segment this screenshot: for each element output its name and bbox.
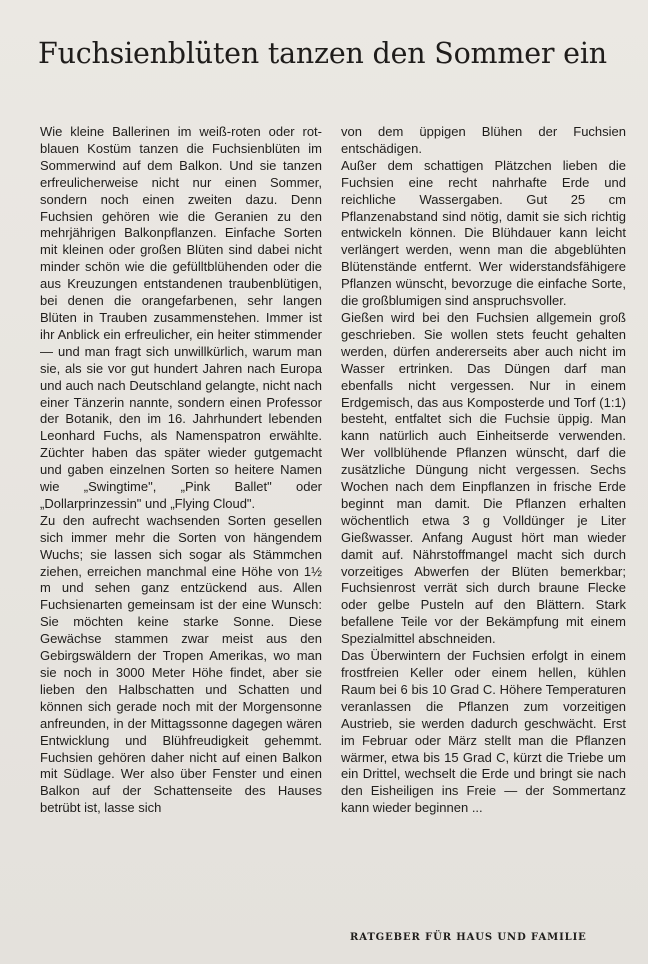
- paragraph: Wie kleine Ballerinen im weiß-roten oder rot-blauen Kostüm tanzen die Fuchsienblüten im Sommerwind auf dem Balkon. Und sie tanzen erfreulicherweise nicht nur einen Sommer, sondern noch einen zweiten dazu. Denn Fuchsien gehören wie die Geranien zu den mehrjährigen Balkonpflanzen. Einfache Sorten mit kleinen oder großen Blüten sind dabei nicht minder schön wie die gefülltblühenden oder die aus Kreuzungen entstandenen traubenblütigen, bei denen die orangefarbenen, sehr langen Blüten in Trauben zusammenstehen. Immer ist ihr Anblick ein erfreulicher, ein heiter stimmender — und man fragt sich unwillkürlich, warum man sie, als sie vor gut hundert Jahren nach Europa und auch nach Deutschland gelangte, nicht nach einer Tänzerin nannte, sondern einen Professor der Botanik, den im 16. Jahrhundert lebenden Leonhard Fuchs, als Namenspatron erwählte. Züchter haben das später wieder gutgemacht und gaben einzelnen Sorten so heitere Namen wie „Swingtime", „Pink Ballet" oder „Dollarprinzessin" und „Flying Cloud".: [40, 124, 322, 511]
- paragraph: Außer dem schattigen Plätzchen lieben die Fuchsien eine recht nahrhafte Erde und reichliche Wassergaben. Gut 25 cm Pflanzenabstand sind nötig, damit sie sich richtig entwickeln können. Die Blühdauer kann leicht verlängert werden, wenn man die abgeblühten Blütenstände entfernt. Wer widerstandsfähigere Pflanzen wünscht, bevorzuge die einfache Sorte, die großblumigen sind anspruchsvoller.: [341, 157, 626, 309]
- paragraph: Das Überwintern der Fuchsien erfolgt in einem frostfreien Keller oder einem hellen, kühlen Raum bei 6 bis 10 Grad C. Höhere Temperaturen veranlassen die Pflanzen zum vorzeitigen Austrieb, sie werden dadurch geschwächt. Erst im Februar oder März stellt man die Pflanzen wärmer, etwa bis 15 Grad C, kürzt die Triebe um ein Drittel, wechselt die Erde und bringt sie nach den Eisheiligen ins Freie — der Sommertanz kann wieder beginnen ...: [341, 648, 626, 816]
- right-column: [341, 124, 626, 817]
- left-column: [40, 124, 322, 817]
- paragraph: Zu den aufrecht wachsenden Sorten gesellen sich immer mehr die Sorten von hängendem Wuchs; sie lassen sich sogar als Stämmchen ziehen, erreichen manchmal eine Höhe von 1½ m und sehen ganz entzückend aus. Allen Fuchsienarten gemeinsam ist der eine Wunsch: Sie möchten keine starke Sonne. Diese Gewächse stammen zwar meist aus den Gebirgswäldern der Tropen Amerikas, wo man sie noch in 3000 Meter Höhe findet, aber sie lieben den Halbschatten und Schatten und können sich gerade noch mit der Morgensonne anfreunden, in der Mittagssonne dagegen wären Entwicklung und Blühfreudigkeit gehemmt. Fuchsien gehören daher nicht auf einen Balkon mit Südlage. Wer also über Fenster und einen Balkon auf der Schattenseite des Hauses betrübt ist, lasse sich: [40, 512, 322, 816]
- headline: Fuchsienblüten tanzen den Sommer ein: [38, 37, 607, 70]
- paragraph: von dem üppigen Blühen der Fuchsien entschädigen.: [341, 124, 626, 156]
- footer-source: RATGEBER FÜR HAUS UND FAMILIE: [350, 932, 587, 943]
- paragraph: Gießen wird bei den Fuchsien allgemein groß geschrieben. Sie wollen stets feucht gehalten werden, dürfen andererseits aber auch nicht im Wasser ertrinken. Das Düngen darf man ebenfalls nicht vergessen. Nur in einem Erdgemisch, das aus Komposterde und Torf (1:1) besteht, entfaltet sich die Fuchsie üppig. Man kann natürlich auch Einheitserde verwenden. Wer vollblühende Pflanzen wünscht, darf die zusätzliche Düngung nicht vergessen. Sechs Wochen nach dem Einpflanzen in frische Erde beginnt man damit. Die Pflanzen erhalten wöchentlich etwa 3 g Volldünger je Liter Gießwasser. Anfang August hört man wieder damit auf. Nährstoffmangel macht sich durch vorzeitiges Abwerfen der Blüten bemerkbar; Fuchsienrost verrät sich durch braune Flecke oder gelbe Pusteln auf den Blättern. Stark befallene Teile vor der Bekämpfung mit einem Spezialmittel abschneiden.: [341, 309, 626, 647]
